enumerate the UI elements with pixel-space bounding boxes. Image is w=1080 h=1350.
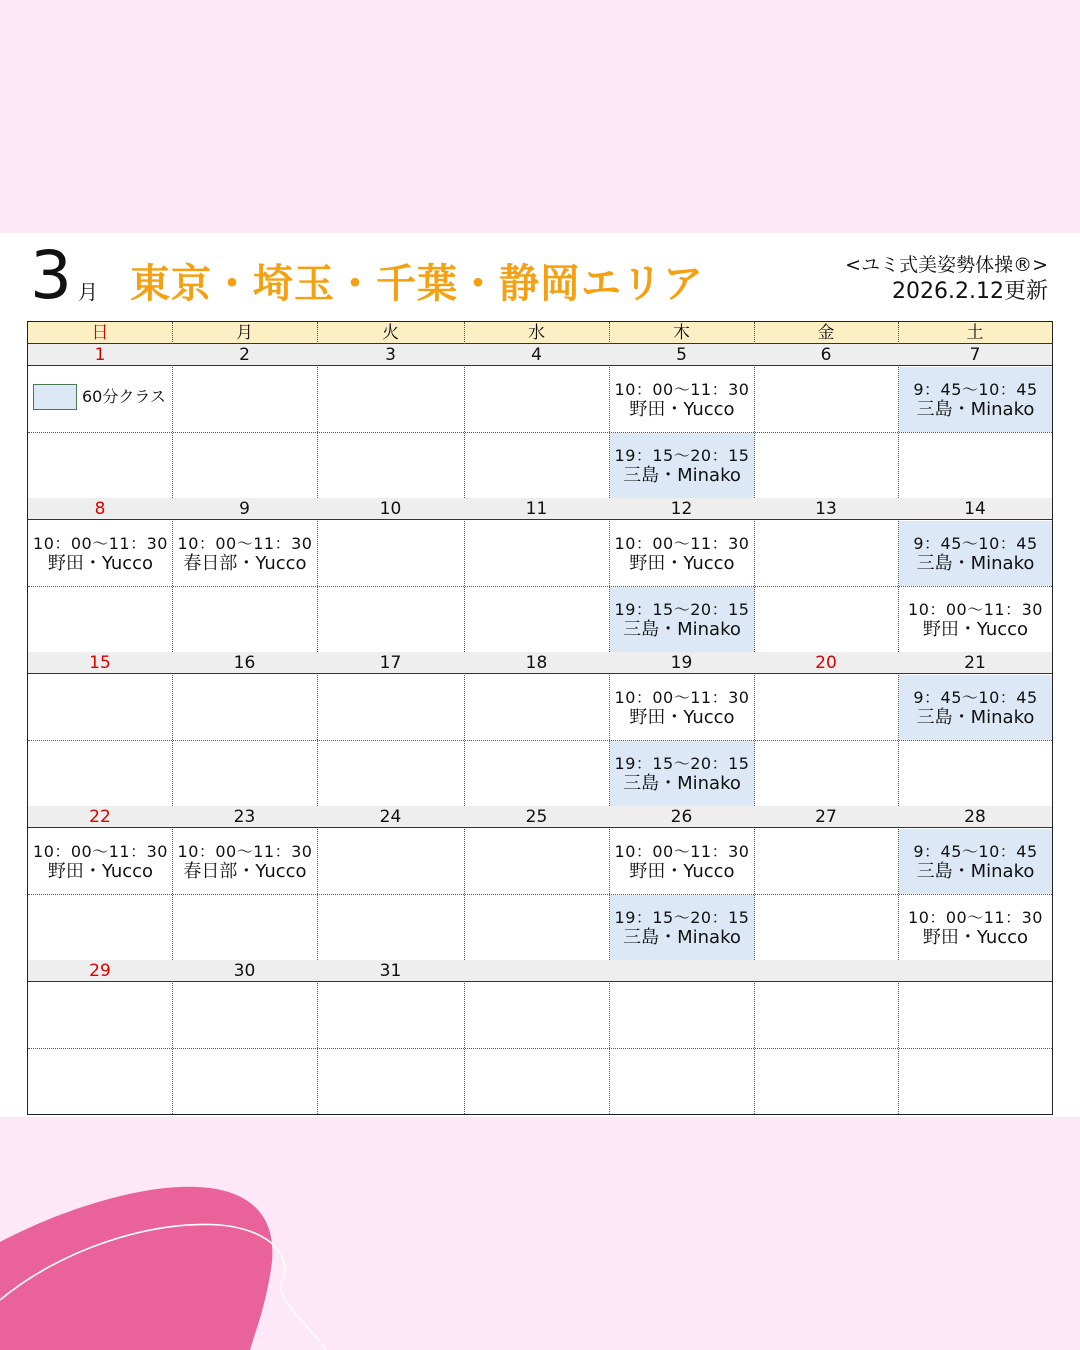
class-location-instructor: 野田・Yucco — [629, 706, 735, 728]
class-location-instructor: 三島・Minako — [916, 860, 1035, 882]
brand-name: <ユミ式美姿勢体操®> — [845, 254, 1048, 276]
class-time: 9：45～10：45 — [913, 841, 1038, 861]
class-time: 10：00～11：30 — [908, 907, 1043, 927]
class-slot[interactable] — [899, 521, 1052, 586]
class-location-instructor: 三島・Minako — [916, 398, 1035, 420]
date-row — [28, 960, 1052, 982]
date-row — [28, 652, 1052, 674]
calendar-grid — [27, 321, 1053, 1115]
class-slot[interactable] — [899, 895, 1052, 960]
class-time: 10：00～11：30 — [908, 599, 1043, 619]
date-number: 30 — [233, 961, 256, 981]
class-location-instructor: 野田・Yucco — [922, 926, 1029, 948]
class-location-instructor: 三島・Minako — [623, 464, 741, 486]
weekday-label: 土 — [966, 323, 984, 343]
class-slot[interactable] — [899, 367, 1052, 432]
class-slot[interactable] — [610, 895, 754, 960]
class-time: 9：45～10：45 — [913, 379, 1038, 399]
column-divider — [172, 322, 173, 1114]
class-time: 10：00～11：30 — [33, 841, 168, 861]
class-slot[interactable] — [29, 829, 172, 894]
updated-date: 2026.2.12更新 — [892, 279, 1048, 304]
class-slot[interactable] — [610, 829, 754, 894]
date-number: 28 — [964, 807, 986, 827]
date-number: 8 — [94, 499, 106, 519]
slot-divider — [28, 1048, 1052, 1049]
date-row — [28, 498, 1052, 520]
class-time: 10：00～11：30 — [614, 533, 750, 553]
class-slot[interactable] — [610, 587, 754, 652]
legend-label: 60分クラス — [82, 387, 166, 406]
slot-divider — [28, 740, 1052, 741]
date-number: 25 — [525, 807, 548, 827]
date-number: 2 — [239, 345, 250, 365]
date-number: 10 — [379, 499, 402, 519]
month-unit: 月 — [78, 280, 98, 304]
class-time: 10：00～11：30 — [177, 841, 313, 861]
date-number: 9 — [239, 499, 250, 519]
date-number: 31 — [379, 961, 402, 981]
date-number — [609, 960, 754, 982]
legend-swatch — [33, 384, 77, 410]
class-slot[interactable] — [899, 587, 1052, 652]
weekday-label: 水 — [528, 323, 545, 343]
date-number: 27 — [815, 807, 837, 827]
class-location-instructor: 野田・Yucco — [629, 398, 735, 420]
class-location-instructor: 野田・Yucco — [629, 860, 735, 882]
date-number: 23 — [233, 807, 256, 827]
date-number: 21 — [964, 653, 986, 673]
class-time: 10：00～11：30 — [177, 533, 313, 553]
class-slot[interactable] — [610, 741, 754, 806]
decorative-blob — [0, 1180, 330, 1350]
date-row — [28, 344, 1052, 366]
date-number: 7 — [969, 345, 981, 365]
date-number — [464, 960, 609, 982]
column-divider — [317, 322, 318, 1114]
date-number: 29 — [89, 961, 111, 981]
class-slot[interactable] — [610, 521, 754, 586]
date-number: 11 — [525, 499, 548, 519]
date-number: 20 — [815, 653, 837, 673]
class-time: 19：15～20：15 — [614, 907, 750, 927]
class-time: 19：15～20：15 — [614, 599, 750, 619]
class-time: 10：00～11：30 — [614, 841, 750, 861]
class-slot[interactable] — [899, 829, 1052, 894]
date-number: 15 — [89, 653, 111, 673]
class-slot[interactable] — [29, 521, 172, 586]
class-location-instructor: 三島・Minako — [916, 706, 1035, 728]
class-location-instructor: 野田・Yucco — [47, 860, 154, 882]
date-row — [28, 806, 1052, 828]
class-slot[interactable] — [610, 433, 754, 498]
date-number: 16 — [233, 653, 256, 673]
class-time: 9：45～10：45 — [913, 533, 1038, 553]
weekday-label: 日 — [91, 323, 109, 343]
date-number: 26 — [670, 807, 693, 827]
month-number: 3 — [30, 237, 72, 314]
date-number: 5 — [676, 345, 687, 365]
class-location-instructor: 三島・Minako — [623, 618, 741, 640]
column-divider — [754, 322, 755, 1114]
date-number: 24 — [379, 807, 402, 827]
class-time: 10：00～11：30 — [33, 533, 168, 553]
class-time: 10：00～11：30 — [614, 687, 750, 707]
class-slot[interactable] — [173, 829, 317, 894]
weekday-label: 火 — [382, 323, 399, 343]
class-slot[interactable] — [610, 367, 754, 432]
class-location-instructor: 野田・Yucco — [922, 618, 1029, 640]
class-slot[interactable] — [173, 521, 317, 586]
date-number: 17 — [379, 653, 402, 673]
pink-blob-shape — [0, 1187, 272, 1350]
class-location-instructor: 三島・Minako — [916, 552, 1035, 574]
weekday-label: 月 — [236, 323, 253, 343]
date-number: 22 — [89, 807, 111, 827]
date-number — [754, 960, 898, 982]
area-title: 東京・埼玉・千葉・静岡エリア — [130, 261, 704, 307]
date-number: 19 — [670, 653, 693, 673]
weekday-label: 金 — [817, 323, 835, 343]
class-location-instructor: 三島・Minako — [623, 926, 741, 948]
class-location-instructor: 野田・Yucco — [47, 552, 154, 574]
class-slot[interactable] — [899, 675, 1052, 740]
date-number: 12 — [670, 499, 693, 519]
class-time: 9：45～10：45 — [913, 687, 1038, 707]
class-time: 10：00～11：30 — [614, 379, 750, 399]
date-number: 14 — [964, 499, 986, 519]
date-number: 18 — [525, 653, 548, 673]
date-number: 3 — [385, 345, 396, 365]
date-number: 6 — [820, 345, 832, 365]
class-location-instructor: 春日部・Yucco — [183, 860, 307, 882]
class-location-instructor: 春日部・Yucco — [183, 552, 307, 574]
date-number: 1 — [94, 345, 106, 365]
class-slot[interactable] — [610, 675, 754, 740]
class-time: 19：15～20：15 — [614, 445, 750, 465]
date-number: 4 — [531, 345, 542, 365]
column-divider — [464, 322, 465, 1114]
slot-divider — [28, 432, 1052, 433]
class-location-instructor: 三島・Minako — [623, 772, 741, 794]
weekday-label: 木 — [673, 323, 690, 343]
date-number — [898, 960, 1052, 982]
class-location-instructor: 野田・Yucco — [629, 552, 735, 574]
date-number: 13 — [815, 499, 837, 519]
class-time: 19：15～20：15 — [614, 753, 750, 773]
